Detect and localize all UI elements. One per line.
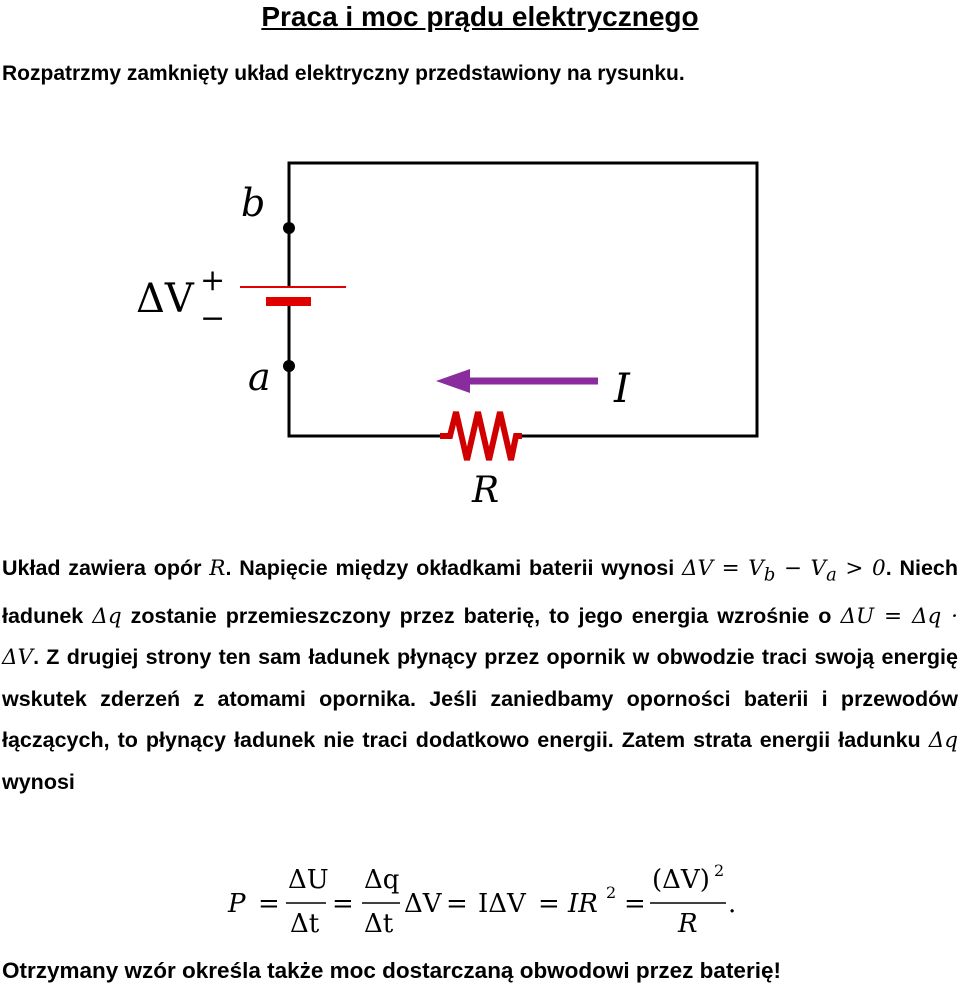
svg-text:=: = xyxy=(332,889,354,919)
svg-text:=: = xyxy=(446,889,468,919)
svg-text:IΔV: IΔV xyxy=(478,889,526,919)
wire-top xyxy=(289,163,757,436)
svg-text:=: = xyxy=(538,889,560,919)
svg-text:=: = xyxy=(258,889,280,919)
svg-text:ΔV: ΔV xyxy=(404,889,442,919)
svg-text:Δt: Δt xyxy=(290,909,320,939)
svg-text:=: = xyxy=(624,889,646,919)
label-a: a xyxy=(248,355,271,399)
svg-text:IR: IR xyxy=(568,889,598,919)
page-title: Praca i moc prądu elektrycznego xyxy=(261,1,699,32)
explanation-paragraph: Układ zawiera opór R. Napięcie między okładkami baterii wynosi $\Delta V = V_b - V_a > 0$. Niech ładunek Δq zostanie przemieszczony przez baterię, to jego energia wzrośnie o ΔU = Δq · ΔV. Z drugiej strony ten sam ładunek płynący przez opornik w obwodzie traci swoją energię wskutek zderzeń z atomami opornika. Jeśli zaniedbamy oporności baterii i przewodów łączących, to płynący ładunek nie traci dodatkowo energii. Zatem strata energii ładunku Δq wynosi xyxy=(2,556,959,794)
terminal-b xyxy=(283,222,295,234)
label-plus: + xyxy=(200,263,226,298)
current-arrow-head xyxy=(436,369,470,393)
svg-text:2: 2 xyxy=(606,883,617,902)
label-minus: − xyxy=(200,301,226,336)
circuit-diagram xyxy=(0,150,960,530)
label-b: b xyxy=(241,181,266,225)
svg-text:.: . xyxy=(728,889,737,919)
circuit-wires xyxy=(289,163,757,436)
label-current: I xyxy=(614,366,630,412)
conclusion-text: Otrzymany wzór określa także moc dostarczaną obwodowi przez baterię! xyxy=(2,958,781,983)
svg-text:P: P xyxy=(228,889,246,919)
svg-text:ΔU: ΔU xyxy=(288,865,329,895)
label-resistor: R xyxy=(472,470,500,511)
intro-text: Rozpatrzmy zamknięty układ elektryczny przedstawiony na rysunku. xyxy=(2,62,685,85)
battery-short-plate xyxy=(266,297,311,306)
svg-text:(ΔV): (ΔV) xyxy=(652,865,710,895)
svg-text:Δt: Δt xyxy=(364,909,394,939)
power-formula xyxy=(0,860,960,940)
svg-text:Δq: Δq xyxy=(364,865,400,895)
terminal-a xyxy=(283,360,295,372)
svg-text:R: R xyxy=(678,909,698,939)
label-delta-v: ΔV xyxy=(136,276,194,322)
svg-text:2: 2 xyxy=(714,861,725,880)
